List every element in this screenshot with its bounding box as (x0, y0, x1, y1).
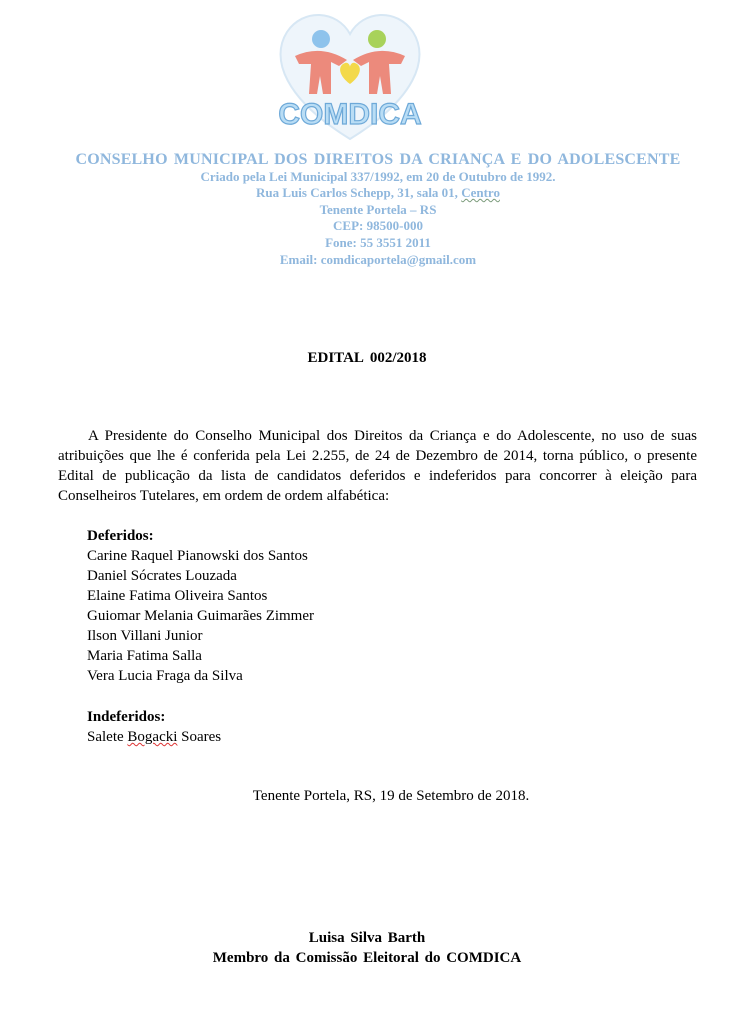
logo-text: COMDICA (278, 98, 422, 131)
indeferidos-section (87, 707, 487, 747)
postal-code: CEP: 98500-000 (333, 218, 423, 234)
list-item: Daniel Sócrates Louzada (87, 568, 237, 584)
creation-law: Criado pela Lei Municipal 337/1992, em 20 de Outubro de 1992. (200, 168, 556, 184)
list-item: Elaine Fatima Oliveira Santos (87, 588, 268, 604)
signature-block (0, 928, 734, 968)
letterhead (0, 152, 756, 268)
child-head-left (312, 30, 330, 48)
deferidos-heading: Deferidos: (87, 528, 154, 544)
list-item: Guiomar Melania Guimarães Zimmer (87, 608, 315, 624)
city-state: Tenente Portela – RS (319, 201, 437, 217)
address-district: Centro (461, 185, 500, 201)
list-item (87, 727, 487, 747)
list-item: Ilson Villani Junior (87, 628, 203, 644)
name-first: Salete (87, 729, 124, 745)
name-middle: Bogacki (127, 729, 178, 745)
comdica-logo (265, 4, 435, 144)
deferidos-section (87, 526, 487, 686)
organization-name: CONSELHO MUNICIPAL DOS DIREITOS DA CRIANÇA E DO ADOLESCENTE (75, 151, 681, 168)
list-item: Carine Raquel Pianowski dos Santos (87, 548, 308, 564)
signer-name: Luisa Silva Barth (308, 930, 426, 946)
document-title: EDITAL 002/2018 (307, 350, 427, 366)
list-item: Maria Fatima Salla (87, 648, 202, 664)
email: Email: comdicaportela@gmail.com (279, 251, 477, 267)
name-last: Soares (181, 729, 222, 745)
address-street: Rua Luis Carlos Schepp, 31, sala 01, (256, 185, 458, 201)
phone: Fone: 55 3551 2011 (325, 234, 431, 250)
place-date: Tenente Portela, RS, 19 de Setembro de 2018. (252, 788, 530, 804)
address-line (0, 185, 756, 202)
child-head-right (368, 30, 386, 48)
list-item: Vera Lucia Fraga da Silva (87, 668, 243, 684)
body-paragraph: A Presidente do Conselho Municipal dos Direitos da Criança e do Adolescente, no uso de suas atribuições que lhe é conferida pela Lei 2.255, de 24 de Dezembro de 2014, torna público, o presente Edital de publicação da lista de candidatos deferidos e indeferidos para concorrer à eleição para Conselheiros Tutelares, em ordem de ordem alfabética: (58, 428, 697, 504)
indeferidos-heading: Indeferidos: (87, 709, 166, 725)
signer-role: Membro da Comissão Eleitoral do COMDICA (212, 950, 522, 966)
